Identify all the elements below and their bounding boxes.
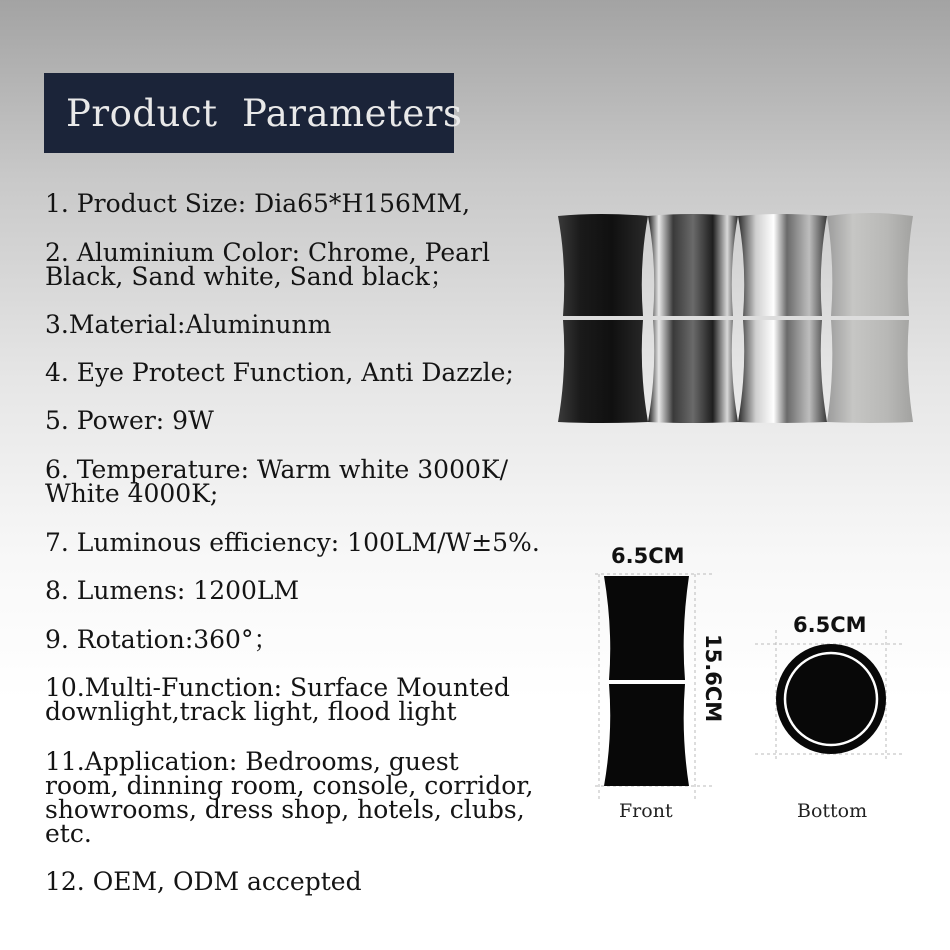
param-item-3: 3.Material:Aluminunm — [45, 310, 332, 339]
bottom-caption: Bottom — [797, 800, 868, 822]
param-item-4: 4. Eye Protect Function, Anti Dazzle; — [45, 358, 514, 387]
param-item-12: 12. OEM, ODM accepted — [45, 867, 362, 896]
param-item-8: 8. Lumens: 1200LM — [45, 576, 300, 605]
param-item-7: 7. Luminous efficiency: 100LM/W±5%. — [45, 528, 540, 557]
param-item-1: 1. Product Size: Dia65*H156MM, — [45, 189, 471, 218]
title-banner — [44, 73, 463, 153]
param-item-10: 10.Multi-Function: Surface Mounted downlight,track light, flood light — [45, 673, 510, 726]
param-item-2: 2. Aluminium Color: Chrome, Pearl Black, Sand white, Sand black； — [45, 238, 491, 291]
bottom-diagram — [755, 630, 905, 760]
black-finish-cylinder — [558, 214, 648, 423]
front-height-label: 15.6CM — [701, 634, 725, 723]
bottom-inner-ring — [785, 653, 877, 745]
product-finishes-photo — [555, 210, 917, 426]
front-upper-body — [604, 576, 689, 680]
param-item-9: 9. Rotation:360°； — [45, 625, 279, 654]
param-item-11: 11.Application: Bedrooms, guest room, dinning room, console, corridor, showrooms, dress shop, hotels, clubs, etc. — [45, 747, 534, 848]
chrome-finish-cylinder — [648, 214, 738, 423]
front-width-label: 6.5CM — [611, 544, 685, 568]
sand-white-finish-cylinder — [827, 213, 913, 423]
front-lower-body — [604, 684, 689, 786]
param-item-5: 5. Power: 9W — [45, 406, 214, 435]
front-caption: Front — [619, 800, 673, 822]
page-title: Product Parameters — [66, 91, 463, 135]
chrome-finish-2-cylinder — [738, 214, 827, 423]
param-item-6: 6. Temperature: Warm white 3000K/ White 4000K; — [45, 455, 508, 508]
bottom-width-label: 6.5CM — [793, 613, 867, 637]
